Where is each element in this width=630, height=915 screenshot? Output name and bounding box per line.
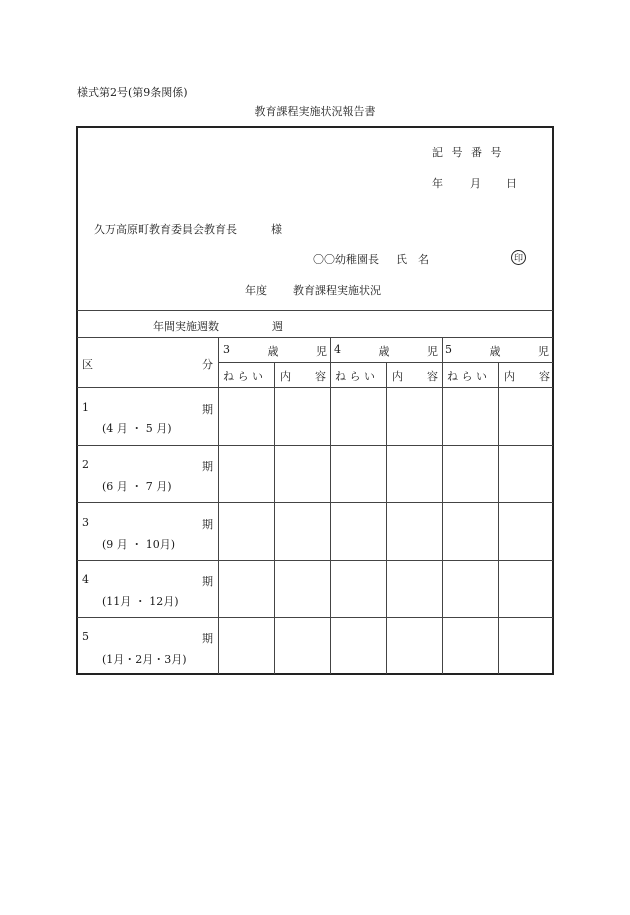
period-1-number: 1	[82, 401, 89, 414]
seal-mark	[511, 250, 526, 265]
section-header-right: 分	[202, 358, 213, 371]
period-2-label: 期	[202, 460, 213, 473]
period-4-number: 4	[82, 573, 89, 586]
age-5-aim-header: ね ら い	[447, 370, 487, 383]
document-title: 教育課程実施状況報告書	[254, 105, 376, 118]
weeks-row-top-rule	[77, 310, 553, 311]
age-3-content-a: 内	[280, 370, 291, 383]
age-3-aim-header: ね ら い	[223, 370, 263, 383]
age-4-ji: 児	[427, 345, 438, 358]
form-number-label: 様式第2号(第9条関係)	[77, 86, 188, 99]
age-3-divider-rule	[274, 362, 275, 674]
age-5-content-header	[504, 368, 550, 384]
age-5-content-b: 容	[539, 370, 550, 383]
principal-label: 〇〇幼稚園長	[313, 253, 379, 266]
period-1-bottom-rule	[77, 445, 553, 446]
record-number-label: 記 号 番 号	[432, 146, 502, 159]
period-3-months: (9 月 ・ 10月)	[102, 538, 176, 551]
age-4-number: 4	[334, 343, 341, 356]
date-year-label: 年	[432, 177, 443, 190]
age-4-start-rule	[330, 337, 331, 674]
weeks-unit-label: 週	[272, 320, 283, 333]
age-3-content-header	[280, 368, 326, 384]
age-3-number: 3	[223, 343, 230, 356]
age-4-content-header	[392, 368, 438, 384]
age-group-3-header	[223, 343, 549, 359]
age-4-content-b: 容	[427, 370, 438, 383]
age-4-content-a: 内	[392, 370, 403, 383]
period-5-label: 期	[202, 632, 213, 645]
addressee-label: 久万高原町教育委員会教育長	[94, 223, 237, 236]
period-1-months: (4 月 ・ 5 月)	[102, 422, 172, 435]
period-5-number: 5	[82, 630, 89, 643]
honorific-label: 様	[271, 223, 282, 236]
age-3-content-b: 容	[315, 370, 326, 383]
age-5-sai: 歳	[489, 345, 501, 358]
period-2-months: (6 月 ・ 7 月)	[102, 480, 172, 493]
seal-char: 印	[513, 254, 523, 264]
period-4-months: (11月 ・ 12月)	[102, 595, 179, 608]
period-5-months: (1月・2月・3月)	[102, 653, 187, 666]
period-3-label: 期	[202, 518, 213, 531]
age-5-start-rule	[442, 337, 443, 674]
name-label: 氏 名	[396, 253, 429, 266]
table-header-top-rule	[77, 337, 553, 338]
date-day-label: 日	[506, 177, 517, 190]
age-4-aim-header: ね ら い	[335, 370, 375, 383]
period-4-bottom-rule	[77, 617, 553, 618]
period-3-bottom-rule	[77, 560, 553, 561]
section-column-rule	[218, 337, 219, 674]
period-2-bottom-rule	[77, 502, 553, 503]
age-5-content-a: 内	[504, 370, 515, 383]
weeks-label: 年間実施週数	[153, 320, 219, 333]
section-header-left: 区	[82, 358, 93, 371]
age-5-ji: 児	[538, 345, 549, 358]
age-4-sai: 歳	[378, 345, 390, 358]
age-5-divider-rule	[498, 362, 499, 674]
age-3-ji: 児	[316, 345, 327, 358]
period-2-number: 2	[82, 458, 89, 471]
age-4-divider-rule	[386, 362, 387, 674]
period-3-number: 3	[82, 516, 89, 529]
date-month-label: 月	[470, 177, 481, 190]
status-title-label: 教育課程実施状況	[293, 284, 381, 297]
age-5-number: 5	[445, 343, 452, 356]
fiscal-year-label: 年度	[245, 284, 267, 297]
table-header-bottom-rule	[77, 387, 553, 388]
period-4-label: 期	[202, 575, 213, 588]
age-3-sai: 歳	[267, 345, 279, 358]
period-1-label: 期	[202, 403, 213, 416]
